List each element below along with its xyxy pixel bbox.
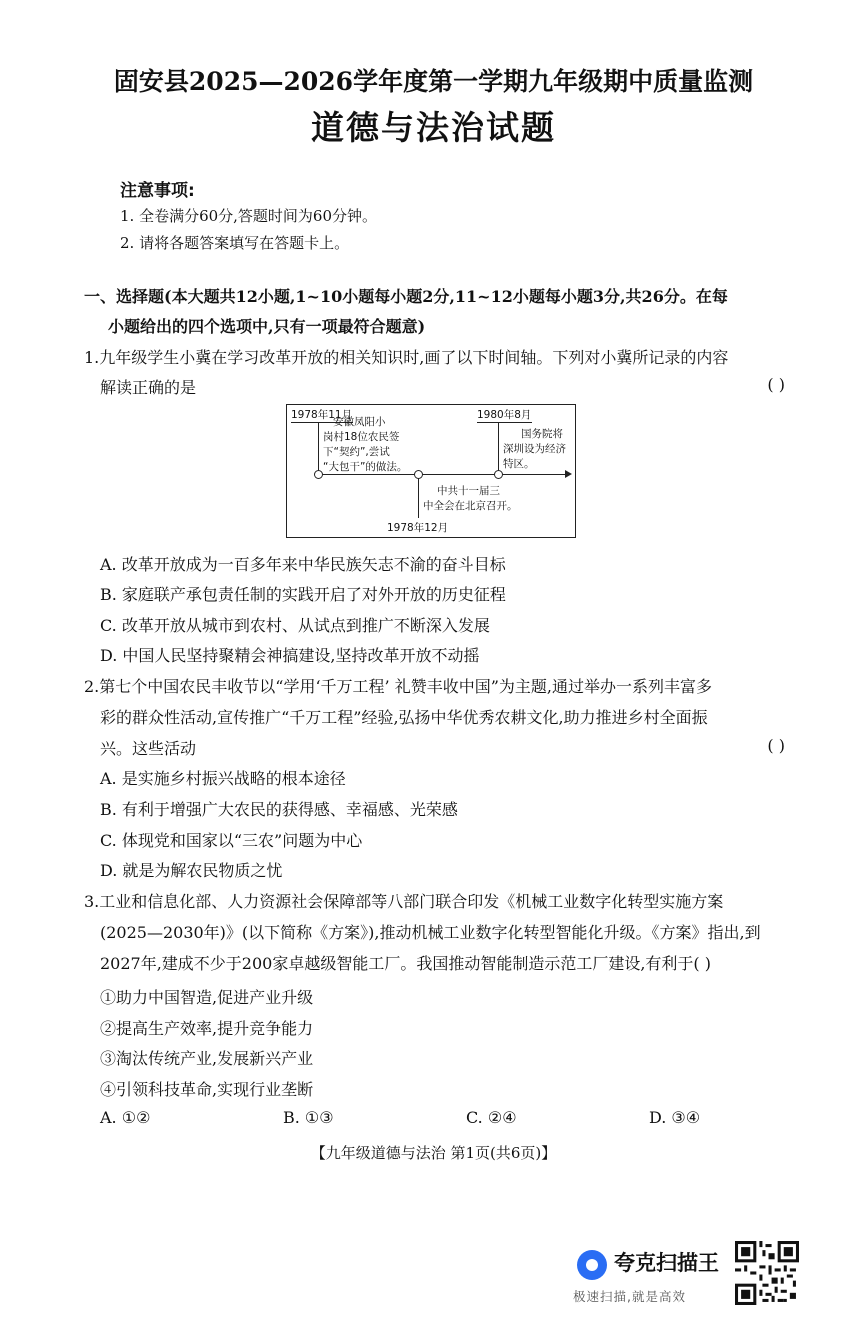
scanner-slogan: 极速扫描,就是高效 xyxy=(573,1289,686,1304)
q2-option-d: D. 就是为解农民物质之忧 xyxy=(100,861,283,880)
q2-option-a: A. 是实施乡村振兴战略的根本途径 xyxy=(100,769,346,788)
timeline-date: 1980年8月 xyxy=(477,409,532,421)
timeline-event: 岗村18位农民签 xyxy=(323,431,400,443)
q2-stem: 2.第七个中国农民丰收节以“学用‘千万工程’ 礼赞丰收中国”为主题,通过举办一系列丰富多 xyxy=(84,677,712,696)
notice-item: 2. 请将各题答案填写在答题卡上。 xyxy=(120,234,350,252)
exam-title: 道德与法治试题 xyxy=(311,108,556,147)
timeline-node xyxy=(494,470,503,479)
timeline-event: 中共十一届三 xyxy=(437,485,500,497)
page-footer: 【九年级道德与法治 第1页(共6页)】 xyxy=(310,1144,557,1162)
timeline-axis xyxy=(317,474,569,475)
timeline-node xyxy=(314,470,323,479)
q1-stem: 1.九年级学生小冀在学习改革开放的相关知识时,画了以下时间轴。下列对小冀所记录的内容 xyxy=(84,348,729,367)
q1-option-d: D. 中国人民坚持聚精会神搞建设,坚持改革开放不动摇 xyxy=(100,646,480,665)
q3-stem: 3.工业和信息化部、人力资源社会保障部等八部门联合印发《机械工业数字化转型实施方案 xyxy=(84,892,724,911)
q2-stem-cont: 彩的群众性活动,宣传推广“千万工程”经验,弘扬中华优秀农耕文化,助力推进乡村全面振 xyxy=(100,708,708,727)
scanner-logo-inner xyxy=(586,1259,598,1271)
q3-stem-cont: 2027年,建成不少于200家卓越级智能工厂。我国推动智能制造示范工厂建设,有利于( ) xyxy=(100,954,712,973)
q1-answer-paren: ( ) xyxy=(767,375,785,394)
timeline-event: 中全会在北京召开。 xyxy=(423,500,518,512)
q1-timeline xyxy=(286,404,576,538)
timeline-event: 安徽凤阳小 xyxy=(333,416,386,428)
qr-code-icon xyxy=(735,1241,799,1305)
q3-item: ④引领科技革命,实现行业垄断 xyxy=(100,1080,314,1099)
q3-choices xyxy=(100,1108,740,1127)
timeline-event: 特区。 xyxy=(503,458,535,470)
timeline-event: “大包干”的做法。 xyxy=(323,461,408,473)
q2-option-b: B. 有利于增强广大农民的获得感、幸福感、光荣感 xyxy=(100,800,458,819)
scanner-brand: 夸克扫描王 xyxy=(614,1251,719,1275)
timeline-connector xyxy=(418,478,419,518)
timeline-connector xyxy=(498,422,499,471)
q3-choice-c: C. ②④ xyxy=(466,1108,517,1127)
timeline-event: 深圳设为经济 xyxy=(503,443,566,455)
section-heading-cont: 小题给出的四个选项中,只有一项最符合题意) xyxy=(108,317,426,336)
q1-option-b: B. 家庭联产承包责任制的实践开启了对外开放的历史征程 xyxy=(100,585,506,604)
q1-option-a: A. 改革开放成为一百多年来中华民族矢志不渝的奋斗目标 xyxy=(100,555,506,574)
q2-answer-paren: ( ) xyxy=(767,736,785,755)
q1-stem-cont: 解读正确的是 xyxy=(100,378,197,397)
q3-item: ③淘汰传统产业,发展新兴产业 xyxy=(100,1049,314,1068)
q2-stem-cont: 兴。这些活动 xyxy=(100,739,197,758)
timeline-connector xyxy=(318,422,319,471)
notice-heading: 注意事项: xyxy=(120,181,195,201)
timeline-date: 1978年11月 xyxy=(291,409,353,421)
q3-item: ①助力中国智造,促进产业升级 xyxy=(100,988,314,1007)
q3-choice-d: D. ③④ xyxy=(649,1108,701,1127)
timeline-event: 下“契约”,尝试 xyxy=(323,446,390,458)
q3-choice-a: A. ①② xyxy=(100,1108,151,1127)
notice-item: 1. 全卷满分60分,答题时间为60分钟。 xyxy=(120,207,378,225)
timeline-arrow xyxy=(565,470,572,478)
q2-option-c: C. 体现党和国家以“三农”问题为中心 xyxy=(100,831,363,850)
q3-choice-b: B. ①③ xyxy=(283,1108,334,1127)
exam-header-line1: 固安县2025—2026学年度第一学期九年级期中质量监测 xyxy=(113,67,754,96)
q1-option-c: C. 改革开放从城市到农村、从试点到推广不断深入发展 xyxy=(100,616,490,635)
section-heading: 一、选择题(本大题共12小题,1~10小题每小题2分,11~12小题每小题3分,共26分。在每 xyxy=(84,287,728,306)
q3-item: ②提高生产效率,提升竞争能力 xyxy=(100,1019,314,1038)
timeline-underline xyxy=(477,422,532,423)
q3-stem-cont: (2025—2030年)》(以下简称《方案》),推动机械工业数字化转型智能化升级。《方案》指出,到 xyxy=(100,923,761,942)
timeline-date: 1978年12月 xyxy=(387,522,449,534)
timeline-event: 国务院将 xyxy=(521,428,563,440)
